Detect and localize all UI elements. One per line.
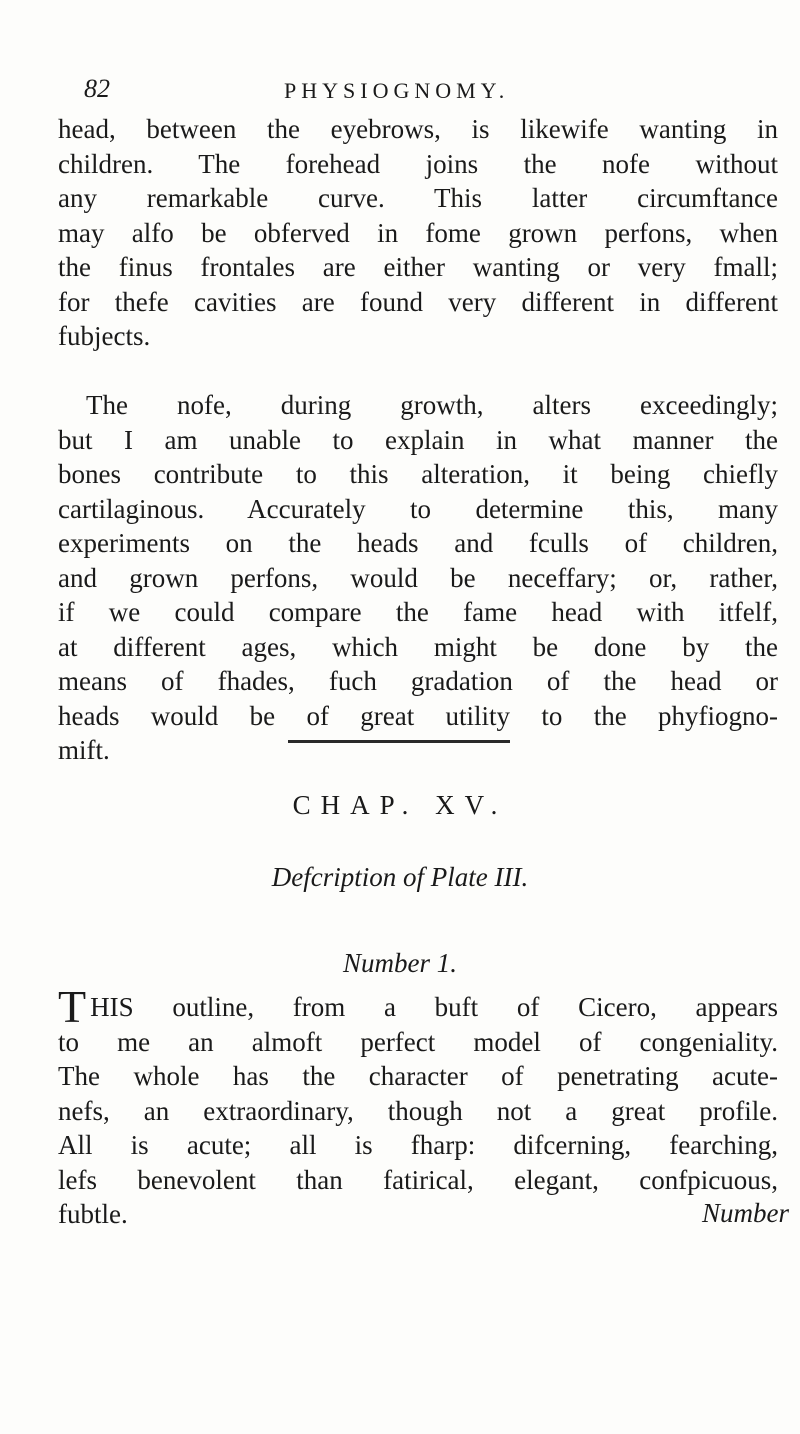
text-line: for thefe cavities are found very different in different [58, 286, 778, 317]
text-line: children. The forehead joins the nofe without [58, 148, 778, 179]
drop-cap: T [58, 981, 87, 1032]
paragraph-3 [58, 981, 778, 1232]
text-line: HIS outline, from a buft of Cicero, appears [90, 992, 778, 1022]
text-line: cartilaginous. Accurately to determine this, many [58, 493, 778, 524]
text-line: experiments on the heads and fculls of children, [58, 528, 778, 558]
text-line: may alfo be obferved in fome grown perfons, when [58, 217, 778, 248]
paragraph-2 [58, 388, 778, 768]
text-line: to me an almoft perfect model of congeniality. [58, 1026, 778, 1057]
text-line: if we could compare the fame head with itfelf, [58, 597, 778, 627]
text-line: The nofe, during growth, alters exceedingly; [86, 390, 778, 420]
running-head [84, 74, 764, 108]
text-line: bones contribute to this alteration, it being chiefly [58, 459, 778, 489]
text-line: the finus frontales are either wanting or very fmall; [58, 252, 778, 282]
number-heading: Number 1. [343, 948, 457, 978]
text-line: but I am unable to explain in what manner the [58, 424, 778, 455]
paragraph-1 [58, 112, 778, 354]
text-line: any remarkable curve. This latter circumftance [58, 183, 778, 213]
chapter-subheading: Defcription of Plate III. [271, 862, 529, 892]
text-line: heads would be of great utility to the phyfiogno- [58, 700, 778, 731]
text-line: nefs, an extraordinary, though not a great profile. [58, 1095, 778, 1126]
catchword: Number [702, 1198, 789, 1228]
text-line: lefs benevolent than fatirical, elegant, confpicuous, [58, 1164, 778, 1195]
text-line: and grown perfons, would be neceffary; or, rather, [58, 562, 778, 593]
text-line: fubjects. [58, 321, 151, 351]
text-line: All is acute; all is fharp: difcerning, fearching, [58, 1130, 778, 1160]
text-line: head, between the eyebrows, is likewife wanting in [58, 114, 778, 144]
section-divider-rule [288, 740, 510, 743]
text-line: The whole has the character of penetrating acute- [58, 1061, 778, 1091]
page-number: 82 [84, 74, 110, 103]
running-title: PHYSIOGNOMY. [284, 78, 510, 103]
text-line: mift. [58, 735, 110, 765]
text-line: at different ages, which might be done by the [58, 631, 778, 662]
text-line: means of fhades, fuch gradation of the head or [58, 666, 778, 696]
chapter-heading: CHAP. XV. [292, 790, 508, 820]
text-line: fubtle. [58, 1199, 128, 1229]
